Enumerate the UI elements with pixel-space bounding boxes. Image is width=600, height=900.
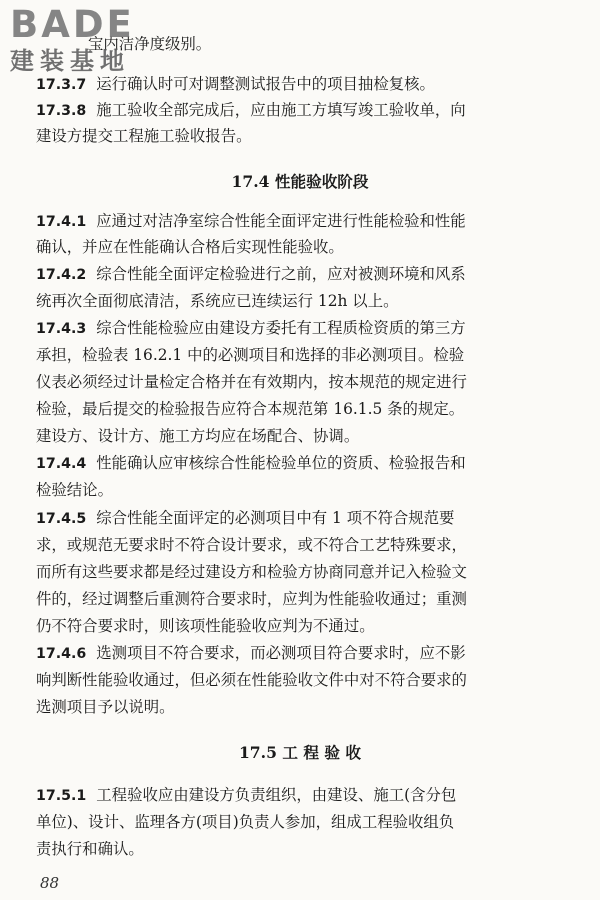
clause-17-3-8: 17.3.8 施工验收全部完成后，应由施工方填写竣工验收单，向 [36,101,466,119]
text-line: 仪表必须经过计量检定合格并在有效期内，按本规范的规定进行 [36,373,467,391]
text-line: 承担，检验表 16.2.1 中的必测项目和选择的非必测项目。检验 [36,346,465,364]
text-line: 求，或规范无要求时不符合设计要求，或不符合工艺特殊要求， [36,536,467,554]
section-heading-17-5: 17.5 工 程 验 收 [238,743,362,762]
logo-subtitle: 建装基地 [10,47,130,75]
text-line: 建设方提交工程施工验收报告。 [36,127,252,145]
text-line: 仍不符合要求时，则该项性能验收应判为不通过。 [36,617,375,635]
text-line: 选测项目予以说明。 [36,698,175,716]
clause-17-4-3: 17.4.3 综合性能检验应由建设方委托有工程质检资质的第三方 [36,319,466,337]
clause-17-4-5: 17.4.5 综合性能全面评定的必测项目中有 1 项不符合规范要 [36,509,455,527]
text-line: 检验，最后提交的检验报告应符合本规范第 16.1.5 条的规定。 [36,400,465,418]
text-line: 确认，并应在性能确认合格后实现性能验收。 [36,238,344,256]
logo-brand: BADE [10,3,135,46]
page-number: 88 [40,874,60,892]
text-line: 件的，经过调整后重测符合要求时，应判为性能验收通过；重测 [36,590,467,608]
section-heading-17-4: 17.4 性能验收阶段 [231,172,369,191]
clause-17-3-7: 17.3.7 运行确认时可对调整测试报告中的项目抽检复核。 [36,75,435,93]
text-line: 响判断性能验收通过，但必须在性能验收文件中对不符合要求的 [36,671,467,689]
clause-17-4-6: 17.4.6 选测项目不符合要求，而必测项目符合要求时，应不影 [36,644,466,662]
text-line: 单位)、设计、监理各方(项目)负责人参加，组成工程验收组负 [36,813,455,831]
text-line: 统再次全面彻底清洁，系统应已连续运行 12h 以上。 [36,292,399,310]
clause-17-4-2: 17.4.2 综合性能全面评定检验进行之前，应对被测环境和风系 [36,265,466,283]
watermark-logo [10,3,135,75]
text-line: 责执行和确认。 [36,840,144,858]
clause-17-4-4: 17.4.4 性能确认应审核综合性能检验单位的资质、检验报告和 [36,454,466,472]
text-line: 检验结论。 [36,481,113,499]
clause-17-5-1: 17.5.1 工程验收应由建设方负责组织，由建设、施工(含分包 [36,786,457,804]
clause-17-4-1: 17.4.1 应通过对洁净室综合性能全面评定进行性能检验和性能 [36,212,466,230]
text-line: 宝内洁净度级别。 [88,35,212,53]
text-line: 而所有这些要求都是经过建设方和检验方协商同意并记入检验文 [36,563,467,581]
text-line: 建设方、设计方、施工方均应在场配合、协调。 [36,427,360,445]
